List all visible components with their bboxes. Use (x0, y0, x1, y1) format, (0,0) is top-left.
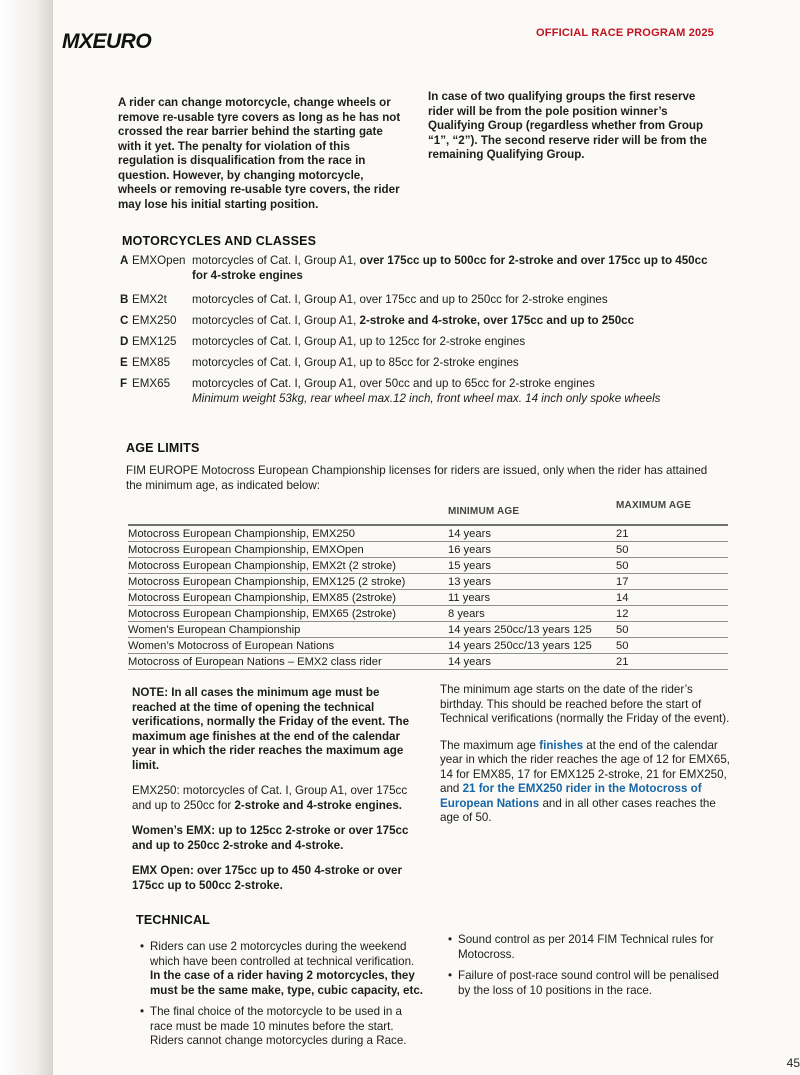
note-max-text-2: at the end of the calendar year in which the rider reaches the age of 12 for EMX65, 14 for EMX85, 17 for EMX125 2-stroke, 21 for EMX250, and (440, 738, 731, 795)
technical-bullets-right (448, 933, 728, 1005)
cell-minimum-age: 11 years (448, 592, 491, 604)
cell-maximum-age: 12 (616, 608, 629, 620)
cell-maximum-age: 50 (616, 560, 629, 572)
table-row (128, 590, 728, 606)
age-limits-intro: FIM EUROPE Motocross European Championship licenses for riders are issued, only when the rider has attained the minimum age, as indicated below: (126, 464, 708, 492)
cell-minimum-age: 13 years (448, 576, 491, 588)
cell-championship: Women’s Motocross of European Nations (128, 640, 335, 652)
cell-championship: Motocross European Championship, EMX125 (2 stroke) (128, 576, 406, 588)
cell-championship: Women's European Championship (128, 624, 301, 636)
cell-maximum-age: 17 (616, 576, 629, 588)
note-max-highlight-1: finishes (539, 738, 584, 752)
class-description (192, 335, 712, 356)
class-code: EMX250 (132, 314, 177, 327)
table-row (128, 606, 728, 622)
class-row (120, 356, 720, 377)
class-letter: A (120, 254, 129, 267)
class-letter: D (120, 335, 129, 348)
bullet-text: The final choice of the motorcycle to be used in a race must be made 10 minutes before the start. Riders cannot change motorcycles during a Race. (150, 1005, 407, 1047)
class-description (192, 314, 712, 335)
table-row (128, 526, 728, 542)
class-description-note: Minimum weight 53kg, rear wheel max.12 inch, front wheel max. 14 inch only spoke wheels (192, 391, 661, 405)
cell-minimum-age: 15 years (448, 560, 491, 572)
class-description-bold: over 175cc up to 500cc for 2-stroke and over 175cc up to 450cc for 4-stroke engines (192, 254, 708, 282)
heading-technical: TECHNICAL (136, 913, 211, 927)
class-row (120, 254, 720, 290)
note-maximum-age (440, 739, 730, 826)
class-code: EMX85 (132, 356, 171, 369)
note-minimum-age: NOTE: In all cases the minimum age must be reached at the time of opening the technical verifications, normally the Friday of the event. The maximum age finishes at the end of the calendar year in which the rider reaches the maximum age limit. (132, 686, 410, 772)
cell-championship: Motocross European Championship, EMX65 (2stroke) (128, 608, 397, 620)
page-number: 45 (786, 1056, 800, 1070)
bullet-item (140, 940, 425, 998)
class-description-text: motorcycles of Cat. I, Group A1, over 50cc and up to 65cc for 2-stroke engines (192, 377, 595, 390)
intro-right-paragraph: In case of two qualifying groups the first reserve rider will be from the pole position winner’s Qualifying Group (regardless whether from Group “1”, “2”). The second reserve rider will be from the remaining Qualifying Group. (428, 90, 707, 161)
note-emx250-bold: 2-stroke and 4-stroke engines. (234, 798, 403, 812)
notes-left-column (132, 686, 422, 904)
note-max-text-1: The maximum age (440, 738, 540, 752)
binding-shadow (0, 0, 52, 1075)
note-max-text-3: and in all other cases reaches the age of 50. (440, 796, 716, 824)
column-header-maximum-age: MAXIMUM AGE (616, 500, 692, 511)
class-description (192, 377, 712, 409)
cell-maximum-age: 50 (616, 624, 629, 636)
note-womens-emx: Women’s EMX: up to 125cc 2-stroke or over 175cc and up to 250cc 2-stroke and 4-stroke. (132, 824, 409, 852)
cell-maximum-age: 50 (616, 544, 629, 556)
cell-maximum-age: 21 (616, 528, 629, 540)
class-letter: F (120, 377, 128, 390)
heading-age-limits: AGE LIMITS (126, 441, 200, 455)
table-row (128, 574, 728, 590)
class-letter: B (120, 293, 129, 306)
column-header-minimum-age: MINIMUM AGE (448, 506, 520, 517)
heading-motorcycles-and-classes: MOTORCYCLES AND CLASSES (122, 234, 317, 248)
cell-minimum-age: 14 years 250cc/13 years 125 (448, 624, 592, 636)
class-description-bold: 2-stroke and 4-stroke, over 175cc and up to 250cc (359, 314, 635, 327)
class-row (120, 314, 720, 335)
class-code: EMXOpen (132, 254, 186, 267)
note-emx250 (132, 784, 422, 813)
table-row (128, 558, 728, 574)
note-minimum-age-start: The minimum age starts on the date of the rider’s birthday. This should be reached before the start of Technical verifications (normally the Friday of the event). (440, 683, 730, 725)
bullet-text: Riders can use 2 motorcycles during the weekend which have been controlled at technical verification. (150, 940, 415, 968)
cell-maximum-age: 21 (616, 656, 629, 668)
technical-bullets-left (140, 940, 425, 1056)
class-description (192, 356, 712, 377)
mxeuro-logo: MXEURO (62, 30, 152, 53)
cell-championship: Motocross European Championship, EMX85 (2stroke) (128, 592, 397, 604)
table-row (128, 622, 728, 638)
cell-maximum-age: 14 (616, 592, 629, 604)
table-row (128, 638, 728, 654)
cell-championship: Motocross European Championship, EMX2t (2 stroke) (128, 560, 396, 572)
cell-championship: Motocross European Championship, EMXOpen (128, 544, 364, 556)
class-description-text: motorcycles of Cat. I, Group A1, (192, 254, 360, 267)
age-limits-table (128, 498, 728, 670)
class-description-text: motorcycles of Cat. I, Group A1, over 175cc and up to 250cc for 2-stroke engines (192, 293, 608, 306)
bullet-bold-text: In the case of a rider having 2 motorcycles, they must be the same make, type, cubic capacity, etc. (150, 969, 423, 997)
cell-maximum-age: 50 (616, 640, 629, 652)
bullet-item (140, 1005, 425, 1049)
class-letter: C (120, 314, 129, 327)
table-row (128, 654, 728, 670)
cell-minimum-age: 14 years (448, 528, 491, 540)
class-description-text: motorcycles of Cat. I, Group A1, up to 125cc for 2-stroke engines (192, 335, 526, 348)
cell-championship: Motocross European Championship, EMX250 (128, 528, 355, 540)
class-row (120, 293, 720, 314)
bullet-item: • Failure of post-race sound control will be penalised by the loss of 10 positions in the race. (448, 969, 728, 998)
note-max-highlight-2: 21 for the EMX250 rider in the Motocross of European Nations (440, 782, 702, 810)
class-description-text: motorcycles of Cat. I, Group A1, up to 85cc for 2-stroke engines (192, 356, 519, 369)
notes-right-column (440, 683, 730, 838)
cell-minimum-age: 14 years 250cc/13 years 125 (448, 640, 592, 652)
class-description (192, 254, 712, 290)
class-code: EMX65 (132, 377, 171, 390)
table-row (128, 542, 728, 558)
cell-minimum-age: 16 years (448, 544, 491, 556)
class-code: EMX125 (132, 335, 177, 348)
bullet-item: • Sound control as per 2014 FIM Technical rules for Motocross. (448, 933, 728, 962)
cell-championship: Motocross of European Nations – EMX2 class rider (128, 656, 382, 668)
cell-minimum-age: 14 years (448, 656, 491, 668)
class-letter: E (120, 356, 128, 369)
note-emx250-text: EMX250: motorcycles of Cat. I, Group A1, over 175cc and up to 250cc for (132, 784, 408, 812)
intro-left-paragraph: A rider can change motorcycle, change wheels or remove re-usable tyre covers as long as he has not crossed the rear barrier behind the starting gate with it yet. The penalty for violation of this regulation is disqualification from the race in question. However, by changing motorcycle, wheels or removing re-usable tyre covers, the rider may lose his initial starting position. (118, 96, 401, 211)
class-row (120, 377, 720, 409)
class-description-text: motorcycles of Cat. I, Group A1, (192, 314, 360, 327)
note-emx-open: EMX Open: over 175cc up to 450 4-stroke or over 175cc up to 500cc 2-stroke. (132, 864, 402, 892)
cell-minimum-age: 8 years (448, 608, 485, 620)
class-list (120, 254, 720, 409)
class-row (120, 335, 720, 356)
class-description (192, 293, 712, 314)
program-title: OFFICIAL RACE PROGRAM 2025 (536, 27, 714, 39)
class-code: EMX2t (132, 293, 167, 306)
table-header (128, 498, 728, 526)
